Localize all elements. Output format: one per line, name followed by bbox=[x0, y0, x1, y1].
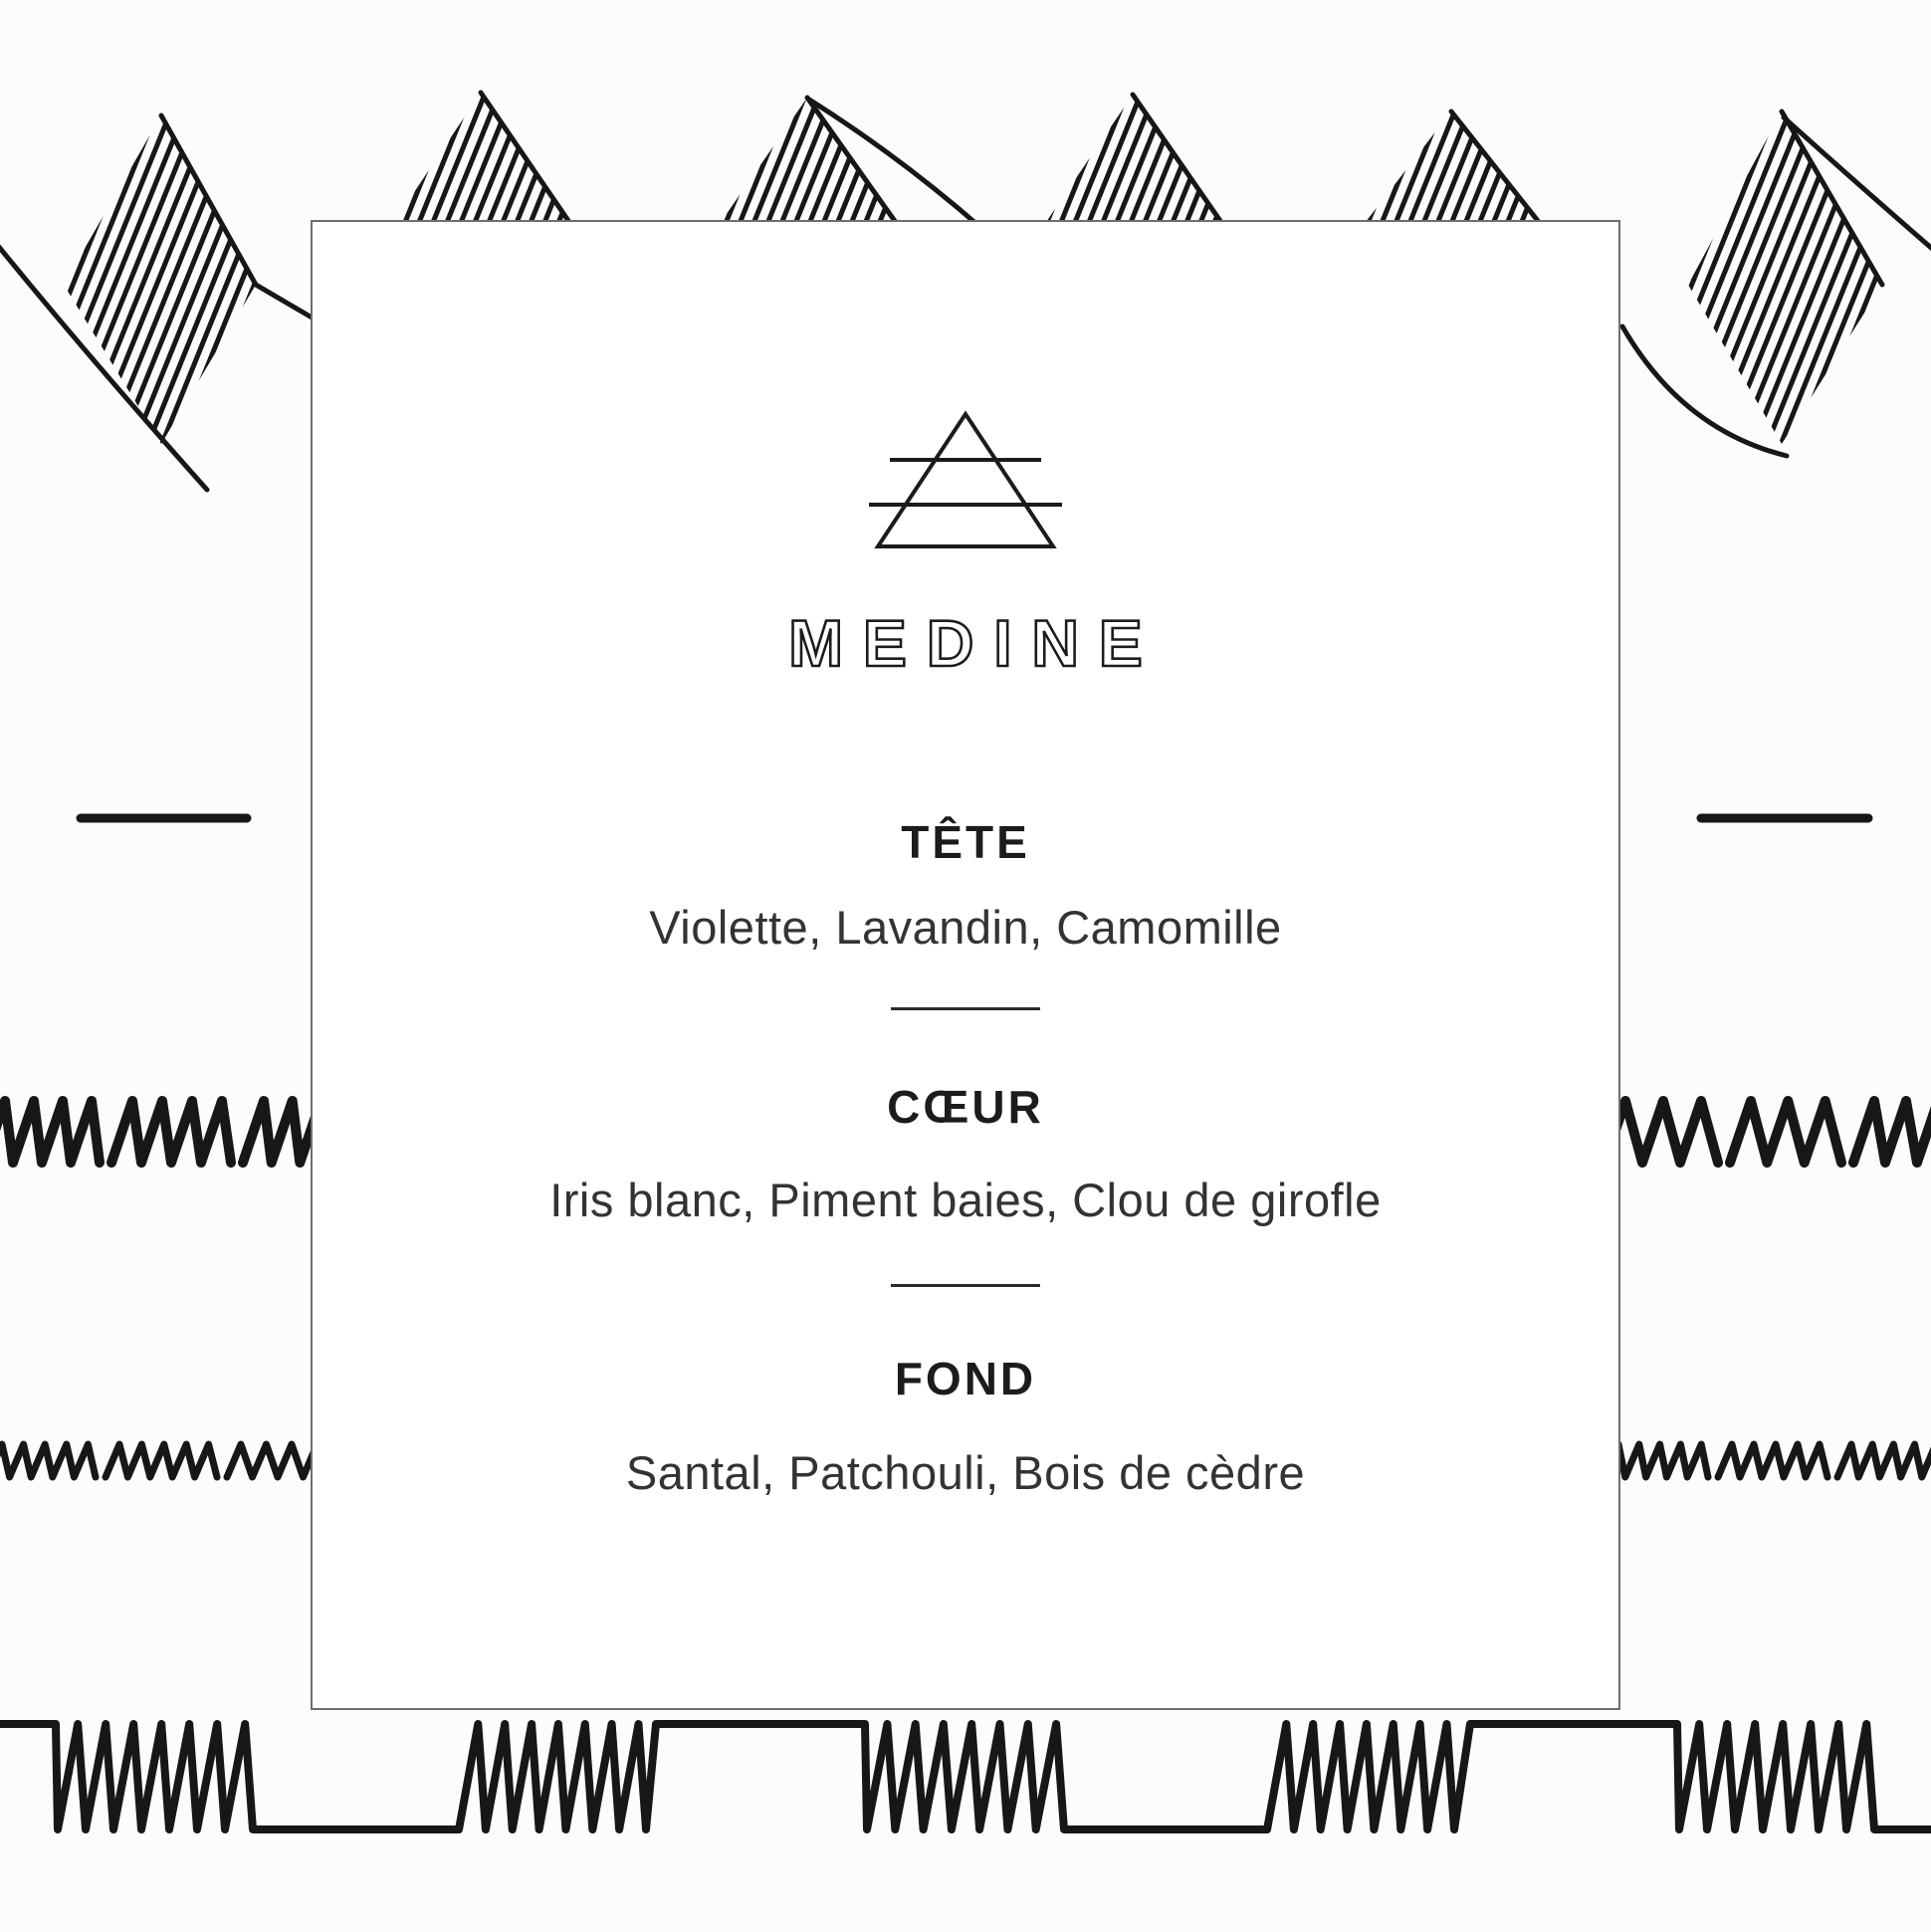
corner-diamond-right bbox=[1622, 111, 1931, 456]
fragrance-title: MEDINE bbox=[788, 606, 1163, 680]
corner-diamond-left bbox=[0, 115, 314, 490]
triangle-logo-icon bbox=[856, 406, 1075, 565]
section-notes-fond: Santal, Patchouli, Bois de cèdre bbox=[625, 1446, 1306, 1499]
section-label-fond: FOND bbox=[894, 1353, 1037, 1404]
section-divider bbox=[891, 1284, 1040, 1287]
section-divider bbox=[891, 1007, 1040, 1010]
notes-card bbox=[311, 220, 1620, 1710]
hatched-triangles bbox=[388, 93, 1546, 231]
section-notes-coeur: Iris blanc, Piment baies, Clou de girofle bbox=[549, 1174, 1382, 1226]
section-label-tete: TÊTE bbox=[901, 816, 1030, 868]
section-label-coeur: CŒUR bbox=[887, 1081, 1044, 1133]
section-notes-tete: Violette, Lavandin, Camomille bbox=[649, 901, 1282, 954]
